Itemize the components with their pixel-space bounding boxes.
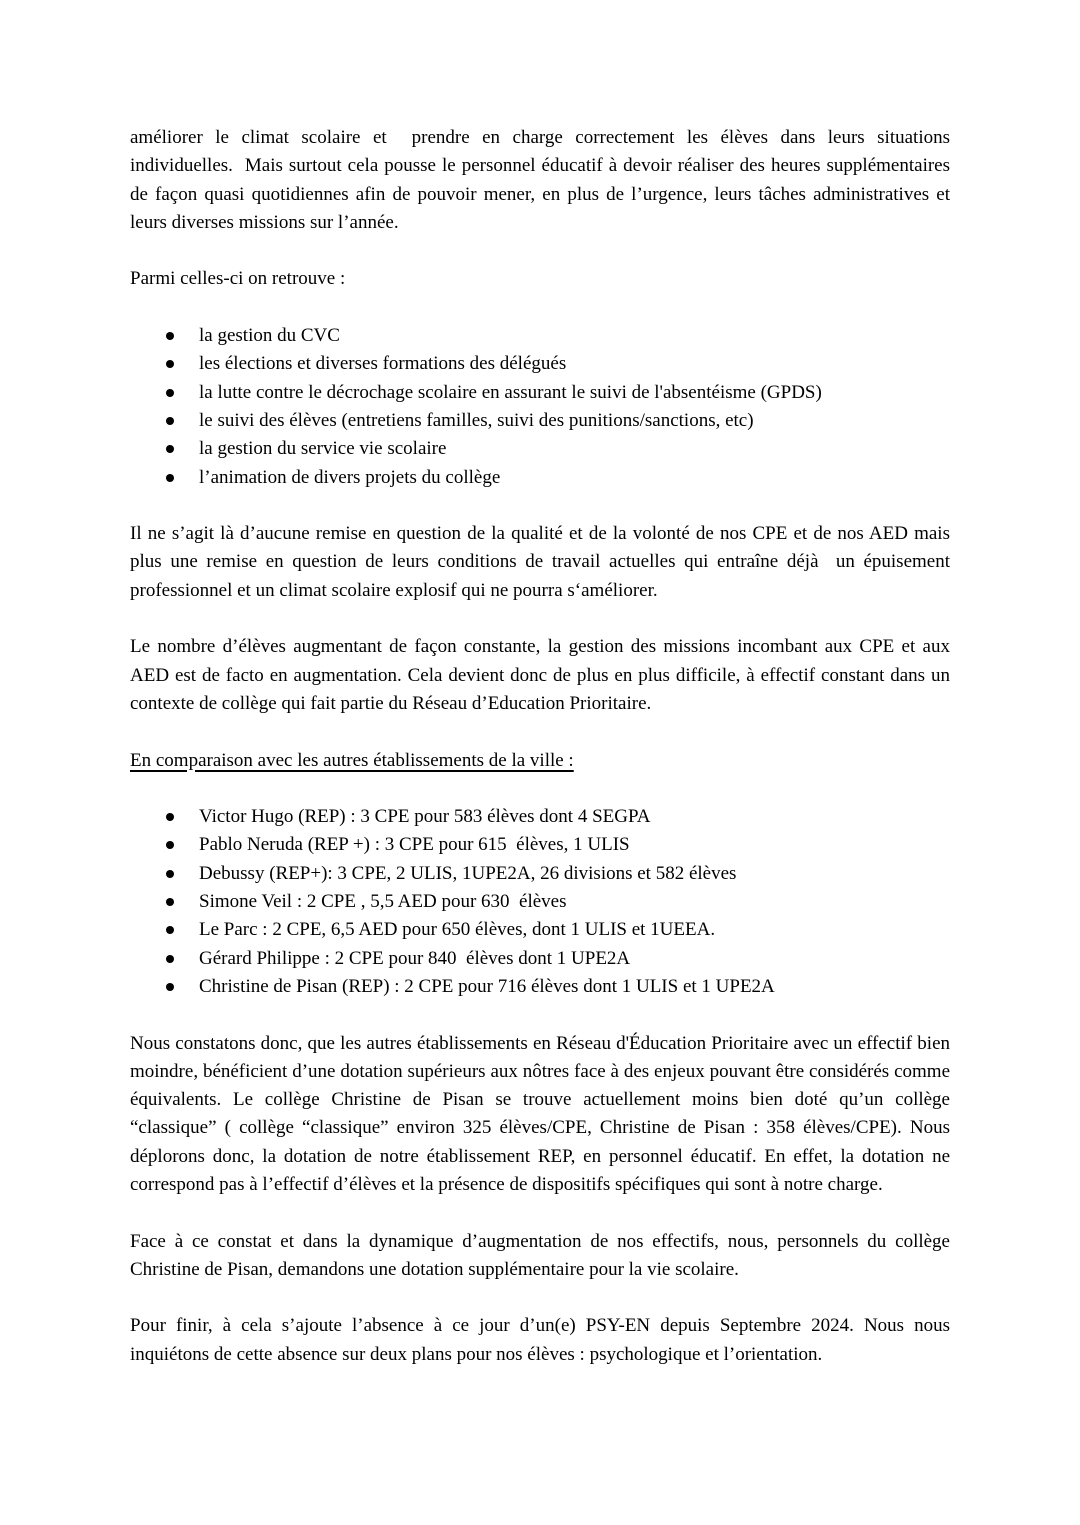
- list-item-etablissement: [130, 973, 950, 1001]
- list-item-etablissement: [130, 860, 950, 888]
- paragraph-intro-continuation: améliorer le climat scolaire et prendre en charge correctement les élèves dans leurs situations individuelles. Mais surtout cela pousse le personnel éducatif à devoir réaliser des heures supplémentaires de façon quasi quotidiennes afin de pouvoir mener, en plus de l’urgence, leurs tâches administratives et leurs diverses missions sur l’année.: [130, 127, 950, 233]
- bullet-icon: [166, 898, 174, 906]
- missions-list: [130, 322, 950, 492]
- bullet-icon: [166, 360, 174, 368]
- list-item-text: l’animation de divers projets du collège: [199, 466, 501, 488]
- paragraph-psy-en: Pour finir, à cela s’ajoute l’absence à ce jour d’un(e) PSY-EN depuis Septembre 2024. Nous nous inquiétons de cette absence sur deux plans pour nos élèves : psychologique et l’orientation.: [130, 1315, 950, 1365]
- bullet-icon: [166, 955, 174, 963]
- bullet-icon: [166, 474, 174, 482]
- heading-comparaison: En comparaison avec les autres établissements de la ville :: [130, 749, 574, 771]
- list-item-text: Debussy (REP+): 3 CPE, 2 ULIS, 1UPE2A, 26 divisions et 582 élèves: [199, 862, 737, 884]
- paragraph-constat: Nous constatons donc, que les autres établissements en Réseau d'Éducation Prioritaire avec un effectif bien moindre, bénéficient d’une dotation supérieurs aux nôtres face à des enjeux pouvant être considérés comme équivalents. Le collège Christine de Pisan se trouve actuellement moins bien doté qu’un collège “classique” ( collège “classique” environ 325 élèves/CPE, Christine de Pisan : 358 élèves/CPE). Nous déplorons donc, la dotation de notre établissement REP, en personnel éducatif. En effet, la dotation ne correspond pas à l’effectif d’élèves et la présence de dispositifs spécifiques qui sont à notre charge.: [130, 1032, 950, 1195]
- list-item-etablissement: [130, 916, 950, 944]
- list-item-mission: [130, 322, 950, 350]
- paragraph-parmi: Parmi celles-ci on retrouve :: [130, 268, 346, 290]
- bullet-icon: [166, 389, 174, 397]
- paragraph-demande-dotation: Face à ce constat et dans la dynamique d’augmentation de nos effectifs, nous, personnels du collège Christine de Pisan, demandons une dotation supplémentaire pour la vie scolaire.: [130, 1230, 950, 1280]
- list-item-text: Simone Veil : 2 CPE , 5,5 AED pour 630 élèves: [199, 891, 567, 913]
- list-item-mission: [130, 464, 950, 492]
- bullet-icon: [166, 445, 174, 453]
- list-item-etablissement: [130, 945, 950, 973]
- list-item-etablissement: [130, 803, 950, 831]
- list-item-mission: [130, 350, 950, 378]
- etablissements-list: [130, 803, 950, 1001]
- list-item-text: la lutte contre le décrochage scolaire en assurant le suivi de l'absentéisme (GPDS): [199, 381, 822, 403]
- list-item-etablissement: [130, 831, 950, 859]
- list-item-etablissement: [130, 888, 950, 916]
- list-item-mission: [130, 407, 950, 435]
- list-item-text: Victor Hugo (REP) : 3 CPE pour 583 élèves dont 4 SEGPA: [199, 806, 651, 828]
- bullet-icon: [166, 870, 174, 878]
- paragraph-qualite: Il ne s’agit là d’aucune remise en question de la qualité et de la volonté de nos CPE et de nos AED mais plus une remise en question de leurs conditions de travail actuelles qui entraîne déjà un épuisement professionnel et un climat scolaire explosif qui ne pourra s‘améliorer.: [130, 523, 950, 601]
- bullet-icon: [166, 983, 174, 991]
- bullet-icon: [166, 813, 174, 821]
- list-item-text: les élections et diverses formations des délégués: [199, 353, 567, 375]
- list-item-text: Christine de Pisan (REP) : 2 CPE pour 716 élèves dont 1 ULIS et 1 UPE2A: [199, 975, 775, 997]
- bullet-icon: [166, 417, 174, 425]
- list-item-text: Le Parc : 2 CPE, 6,5 AED pour 650 élèves, dont 1 ULIS et 1UEEA.: [199, 919, 716, 941]
- list-item-mission: [130, 435, 950, 463]
- list-item-text: Gérard Philippe : 2 CPE pour 840 élèves dont 1 UPE2A: [199, 947, 631, 969]
- bullet-icon: [166, 332, 174, 340]
- bullet-icon: [166, 926, 174, 934]
- list-item-text: le suivi des élèves (entretiens familles, suivi des punitions/sanctions, etc): [199, 409, 754, 431]
- list-item-text: Pablo Neruda (REP +) : 3 CPE pour 615 élèves, 1 ULIS: [199, 834, 630, 856]
- list-item-mission: [130, 379, 950, 407]
- list-item-text: la gestion du CVC: [199, 325, 340, 347]
- list-item-text: la gestion du service vie scolaire: [199, 438, 447, 460]
- bullet-icon: [166, 841, 174, 849]
- paragraph-nombre-eleves: Le nombre d’élèves augmentant de façon constante, la gestion des missions incombant aux CPE et aux AED est de facto en augmentation. Cela devient donc de plus en plus difficile, à effectif constant dans un contexte de collège qui fait partie du Réseau d’Education Prioritaire.: [130, 636, 950, 714]
